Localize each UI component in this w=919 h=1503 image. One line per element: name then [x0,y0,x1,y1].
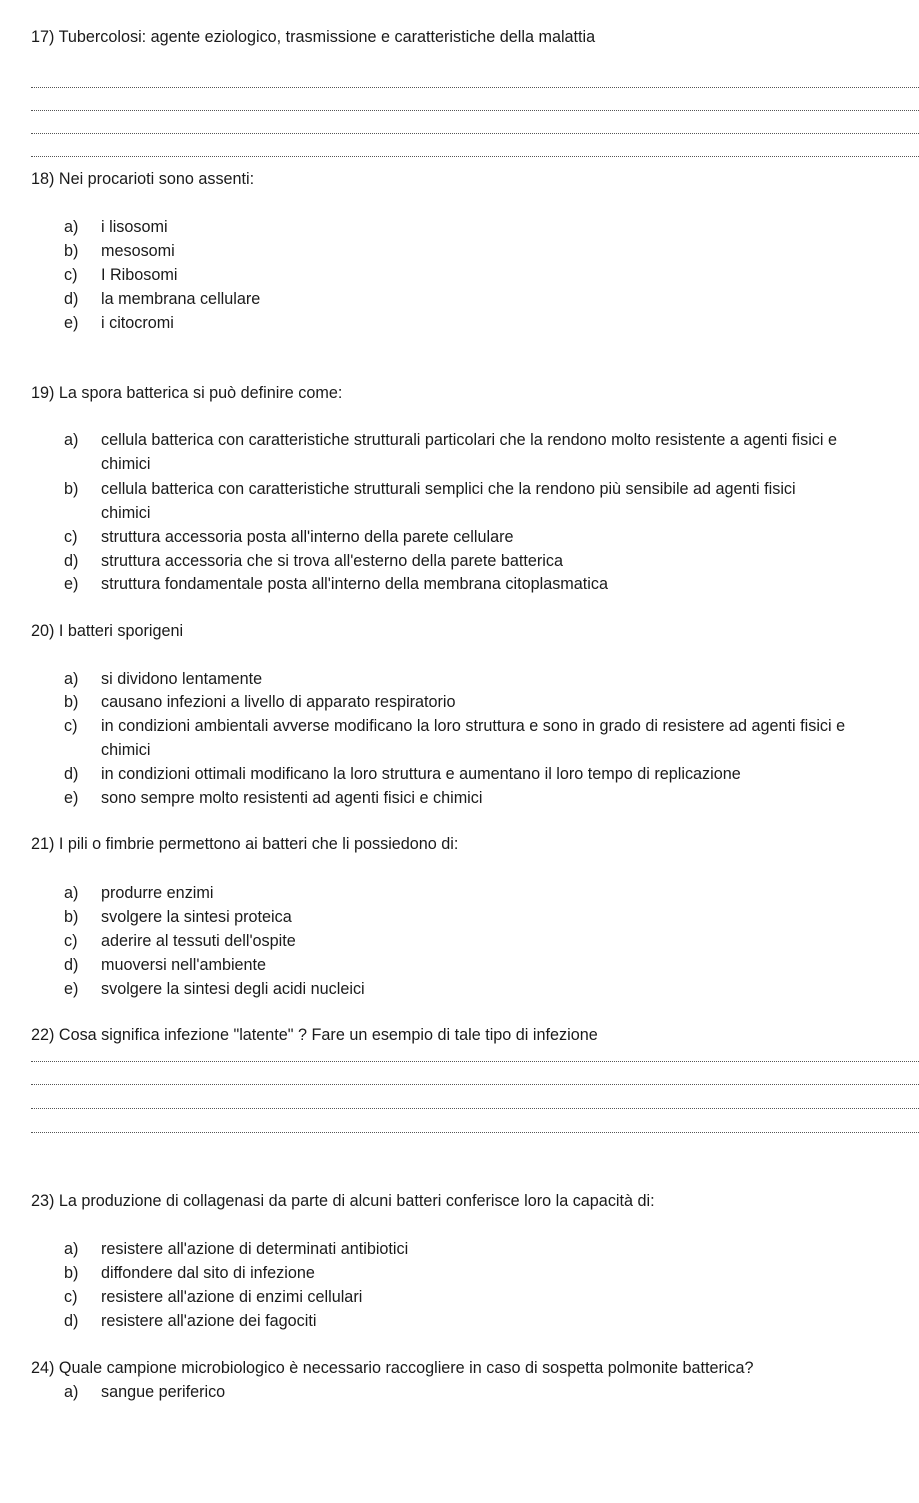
question-18-option-a [64,215,919,239]
answer-line [31,156,919,157]
question-23-option-b [64,1261,919,1285]
option-letter: a) [64,884,79,902]
question-21-option-b [64,905,919,929]
option-letter: b) [64,242,79,260]
option-text: i citocromi [101,314,174,332]
question-23-option-c [64,1285,919,1309]
option-letter: b) [64,480,79,498]
question-19-option-b [64,477,919,525]
option-text: sangue periferico [101,1383,226,1401]
option-text: in condizioni ambientali avverse modificano la loro struttura e sono in grado di resistere ad agenti fisici e [101,717,846,735]
answer-line [31,87,919,88]
question-20-option-a [64,667,919,691]
option-text: mesosomi [101,242,175,260]
option-letter: c) [64,932,78,950]
option-letter: e) [64,575,79,593]
option-letter: c) [64,266,78,284]
answer-line [31,1132,919,1133]
option-letter: e) [64,314,79,332]
option-text: svolgere la sintesi degli acidi nucleici [101,980,365,998]
option-text: resistere all'azione dei fagociti [101,1312,317,1330]
option-text: muoversi nell'ambiente [101,956,267,974]
option-letter: a) [64,1240,79,1258]
option-letter: e) [64,980,79,998]
option-letter: a) [64,1383,79,1401]
option-text: struttura accessoria che si trova all'esterno della parete batterica [101,552,563,570]
option-text: struttura fondamentale posta all'interno della membrana citoplasmatica [101,575,608,593]
question-24-title: 24) Quale campione microbiologico è necessario raccogliere in caso di sospetta polmonite batterica? [31,1359,754,1377]
question-18-option-b [64,239,919,263]
question-19-option-c [64,525,919,549]
option-letter: d) [64,765,79,783]
question-20-option-c [64,714,919,762]
question-19-title: 19) La spora batterica si può definire come: [31,384,343,402]
question-18-option-c [64,263,919,287]
question-21-option-a [64,881,919,905]
option-text-continued: chimici [101,741,151,759]
option-letter: c) [64,1288,78,1306]
option-text: sono sempre molto resistenti ad agenti fisici e chimici [101,789,483,807]
question-20-option-b [64,690,919,714]
question-18-option-d [64,287,919,311]
question-21-option-c [64,929,919,953]
option-letter: e) [64,789,79,807]
option-text: struttura accessoria posta all'interno della parete cellulare [101,528,514,546]
option-text: cellula batterica con caratteristiche strutturali semplici che la rendono più sensibile ad agenti fisici [101,480,796,498]
answer-line [31,1084,919,1085]
answer-line [31,1108,919,1109]
option-text: aderire al tessuti dell'ospite [101,932,296,950]
option-letter: b) [64,1264,79,1282]
option-text: causano infezioni a livello di apparato respiratorio [101,693,456,711]
question-21-title: 21) I pili o fimbrie permettono ai batteri che li possiedono di: [31,835,459,853]
option-text: si dividono lentamente [101,670,263,688]
question-18-title: 18) Nei procarioti sono assenti: [31,170,255,188]
option-letter: d) [64,552,79,570]
question-21-option-d [64,953,919,977]
question-23-title: 23) La produzione di collagenasi da parte di alcuni batteri conferisce loro la capacità di: [31,1192,655,1210]
option-text: in condizioni ottimali modificano la loro struttura e aumentano il loro tempo di replicazione [101,765,741,783]
answer-line [31,1061,919,1062]
option-letter: c) [64,528,78,546]
question-22-title: 22) Cosa significa infezione "latente" ? Fare un esempio di tale tipo di infezione [31,1026,598,1044]
answer-line [31,110,919,111]
question-23-option-d [64,1309,919,1333]
question-18-option-e [64,311,919,335]
option-letter: b) [64,693,79,711]
question-21-option-e [64,977,919,1001]
question-20-option-e [64,786,919,810]
question-17-title: 17) Tubercolosi: agente eziologico, trasmissione e caratteristiche della malattia [31,28,596,46]
option-letter: a) [64,218,79,236]
option-text: produrre enzimi [101,884,214,902]
option-letter: b) [64,908,79,926]
question-19-option-e [64,572,919,596]
option-text: i lisosomi [101,218,168,236]
option-letter: d) [64,1312,79,1330]
option-text: la membrana cellulare [101,290,261,308]
option-text: diffondere dal sito di infezione [101,1264,315,1282]
answer-line [31,133,919,134]
option-text: resistere all'azione di determinati antibiotici [101,1240,409,1258]
option-text: svolgere la sintesi proteica [101,908,292,926]
option-letter: a) [64,431,79,449]
option-text: resistere all'azione di enzimi cellulari [101,1288,363,1306]
question-20-title: 20) I batteri sporigeni [31,622,184,640]
option-text-continued: chimici [101,455,151,473]
option-letter: d) [64,956,79,974]
option-text: I Ribosomi [101,266,178,284]
option-text-continued: chimici [101,504,151,522]
option-letter: a) [64,670,79,688]
question-19-option-d [64,549,919,573]
option-letter: c) [64,717,78,735]
question-23-option-a [64,1237,919,1261]
question-19-option-a [64,428,919,476]
question-20-option-d [64,762,919,786]
question-24-option-a [64,1380,919,1404]
option-text: cellula batterica con caratteristiche strutturali particolari che la rendono molto resistente a agenti fisici e [101,431,837,449]
option-letter: d) [64,290,79,308]
